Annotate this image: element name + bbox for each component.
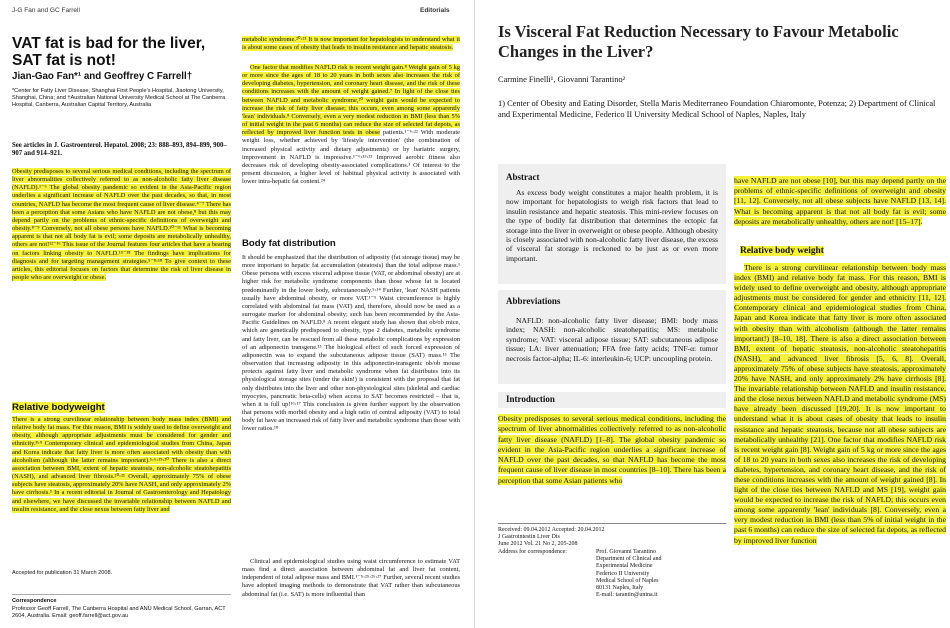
col2-top-paragraph	[242, 36, 460, 61]
clinical-studies-paragraph: Clinical and epidemiological studies using waist circumference to estimate VAT mass find a direct association between abdominal fat and liver fat content, independent of total adipose mass and BMI.¹⁻⁵⋅²⁵⋅²⁶⋅²⁷ Further, several recent studies have adopted imaging methods to demonstrate that VAT rather than subcutaneous abdominal fat (i.e. SAT) is more influential than	[242, 558, 460, 598]
body-fat-paragraph: It should be emphasized that the distribution of adiposity (fat storage tissue) may be more important to hepatic fat accumulation (steatosis) than the total adipose mass.¹ Obese persons with excess visceral adipose tissue (VAT, or abdominal obesity) are at higher risk for metabolic syndrome components than those whose fat is located predominantly in the lower body, subcutaneously.⁵⋅¹⁴ Further, 'lean' NASH patients usually have abdominal obesity, or more VAT.¹⁻⁵ Waist circumference is highly correlated with abdominal fat mass (VAT) and, therefore, should now be used as a surrogate marker for abdominal obesity; such has been recommended by the Asia-Pacific Guidelines on NAFLD.⁸ A recent elegant study has shown that ob/ob mice, which are genetically predisposed to obesity, type 2 diabetes, metabolic syndrome and fatty liver, can be rescued from all these metabolic complications by expression of an adiponectin transgene.¹⁵ The biological effect of such forced expression of adiponectin was to expand the subcutaneous adipose tissue (SAT) mass.¹⁵ The observation that increasing adiposity in this adiponectin-transgenic ob/ob mouse protects against fatty liver and metabolic syndrome when fat distributes into its physiological storage sites (under the skin!) is consistent with the proposal that fat only distributes into the liver and other non-physiological sites (skeletal and cardiac myocytes, pancreatic beta-cells) when access to SAT becomes restricted – that is, when it is full up!¹⁶⋅¹⁷ This conclusion is given further support by the observation that persons with morbid obesity and a high ratio of central adiposity (VAT) to total body fat have an increased risk of fatty liver and metabolic syndrome than those with lower ratios.¹⁸	[242, 254, 460, 433]
footer-divider	[12, 594, 231, 595]
editorial-page	[0, 0, 470, 628]
running-header-authors: J-G Fan and GC Farrell	[12, 7, 80, 14]
accepted-date: Accepted for publication 31 March 2008.	[12, 570, 113, 576]
address-block: Prof. Giovanni Tarantino Department of Clinical and Experimental Medicine Federico II University Medical School of Naples 80131 Naples, Italy E-mail: tarantin@unina.it	[596, 549, 662, 599]
correspondence-label: Correspondence	[12, 598, 57, 604]
highlighted-text: Obesity predisposes to several serious medical conditions, including the spectrum of liver abnormalities collectively referred to as non-alcoholic fatty liver disease (NAFLD) [1–8]. The global obesity pandemic so evident in the Asia-Pacific region underlies a significant increase of NAFLD over the past decades, so that NAFLD has become the most frequent cause of liver disease in most countries [8–10]. There has been a perception that some Asian patients who	[498, 414, 726, 485]
article-authors: Jian-Gao Fan*¹ and Geoffrey C Farrell†	[12, 71, 193, 82]
running-header-section: Editorials	[420, 7, 450, 14]
abstract-heading: Abstract	[506, 172, 540, 182]
abbreviations-text: NAFLD: non-alcoholic fatty liver disease; BMI: body mass index; NASH: non-alcoholic steatohepatitis; MS: metabolic syndrome; VAT: visceral adipose tissue; SAT: subcutaneous adipose tissue; LA: liver attenuation; FFA free fatty acids; TNF-α: tumor necrosis factor-alpha; IL-6: interleukin-6; UCP: uncoupling protein.	[506, 316, 718, 363]
section-heading-relative-body-weight: Relative body weight	[740, 246, 824, 256]
weight-gain-paragraph	[242, 64, 460, 235]
received-accepted-dates: Received: 09.04.2012 Accepted: 20.04.2012	[498, 527, 605, 533]
journal-issue: June 2012 Vol. 21 No 2, 205-208	[498, 541, 578, 548]
right-top-paragraph	[734, 176, 946, 239]
highlighted-text: There is a strong curvilinear relationship between body mass index (BMI) and relative body fat mass. For this reason, BMI is widely used to define overweight and obesity, although appropriate adjustments must be considered for gender and ethnicity.⁸⋅⁹ Contemporary clinical and epidemiological studies from China, Japan and Korea indicate that fatty liver is more often associated with obesity than with alcoholism (although the latter remains important).⁵⋅⁶⋅¹⁹⋅²⁰ There is also a direct association between BMI, extent of hepatic steatosis, non-alcoholic steatohepatitis (NASH), and advanced liver fibrosis.²⁰⋅²¹ Overall, approximately 75% of obese subjects have steatosis, approximately 20% have NASH, and only approximately 2% have cirrhosis.⁵ In a recent editorial in Journal of Gastroenterology and Hepatology and elsewhere, we have discussed the invariable relationship between NAFLD and insulin resistance, and the close nexus between fatty liver and	[12, 416, 231, 513]
relative-bodyweight-paragraph	[12, 416, 231, 562]
meta-divider	[498, 523, 726, 524]
page-divider	[474, 0, 475, 628]
plain-text: patients.¹⁻⁶⋅²² With moderate weight loss, whether achieved by 'lifestyle intervention' (the combination of increased physical activity and dietary adjustments) or by bariatric surgery, improvement in NAFLD is impressive.¹⁻⁶⋅¹³⋅²³ Improved aerobic fitness also decreases risk of developing obesity-associated complications.¹ Of interest to the present discussion, a higher level of habitual physical activity is associated with lower intra-hepatic fat content.²⁴	[242, 129, 460, 186]
article-metadata	[498, 527, 726, 549]
abbreviations-box	[498, 290, 726, 384]
highlighted-text: There is a strong curvilinear relationship between body mass index (BMI) and relative body fat mass. For this reason, BMI is widely used to define overweight and obesity, although appropriate adjustments must be considered for gender and ethnicity [11, 12]. Contemporary clinical and epidemiological studies from China, Japan and Korea indicate that fatty liver is more often associated with obesity than with alcoholism (although the latter remains important!) [8–10, 18]. There is also a direct association between BMI, extent of hepatic steatosis, non-alcoholic steatohepatitis (NASH), and advanced liver fibrosis [5, 6, 8]. Overall, approximately 75% of obese subjects have steatosis, approximately 20% have NASH, and only approximately 2% have cirrhosis [8]. The invariable relationship between NAFLD and insulin resistance, and the close nexus between NAFLD and metabolic syndrome (MS) have already been discussed [19,20]. It is now important to understand what it is about cases of obesity that leads to insulin resistance and hepatic steatosis, because not all obese subjects are metabolically unhealthy [21]. One factor that modifies NAFLD risk is recent weight gain [8]. Weight gain of 5 kg or more since the ages of 18 to 20 years in both sexes also increases the risk of developing diabetes, hypertension, and coronary heart disease, and the risk of these conditions increases with the amount of weight gained [8]. In light of the close ties between NAFLD and MS [19], weight gain would be expected to increase the risk of NAFLD; this occurs even among some apparently 'lean' individuals [8]. Conversely, even a very modest reduction in BMI (less than 5% of initial weight in the past 6 months) can reduce the size of selected fat depots, as reflected by improved liver function	[734, 263, 946, 545]
introduction-heading-bar	[498, 392, 726, 408]
introduction-paragraph	[498, 414, 726, 519]
highlighted-text: have NAFLD are not obese [10], but this may depend partly on the problems of ethnic-specific definitions of overweight and obesity [11, 12]. Conversely, not all obese subjects have NAFLD [13, 14]. What is becoming apparent is that not all body fat is evil; some deposits are metabolically unhealthy, others are not! [15–17].	[734, 176, 946, 226]
review-title: Is Visceral Fat Reduction Necessary to Favour Metabolic Changes in the Liver?	[498, 22, 899, 61]
review-affiliations: 1) Center of Obesity and Eating Disorder, Stella Maris Mediterraneo Foundation Chiaromonte, Potenza; 2) Department of Clinical and Experimental Medicine, Federico II University Medical School of Naples, Naples, Italy	[498, 99, 936, 119]
section-heading-body-fat: Body fat distribution	[242, 238, 336, 249]
highlighted-text: Obesity predisposes to several serious medical conditions, including the spectrum of liver abnormalities collectively referred to as non-alcoholic fatty liver disease (NAFLD).¹⁻⁶ The global obesity pandemic so evident in the Asia-Pacific region underlies a significant increase of NAFLD over the past decades, so that, in most countries, NAFLD has become the most frequent cause of liver disease.⁴⁻⁷ There has been a perception that some Asians who have NAFLD are not obese,⁸ but this may depend partly on the problems of ethnic-specific definitions of overweight and obesity.⁸⁻⁹ Conversely, not all obese persons have NAFLD.¹⁰⁻¹¹ What is becoming apparent is that not all body fat is evil; some deposits are metabolically unhealthy, others are not!¹²⁻¹⁶ This issue of the Journal features four articles that have a bearing on factors linking obesity to NAFLD.¹⁵⁻¹⁸ The findings have implications for diagnosis and for targeting management strategies.⁵⁻⁸⋅¹⁸ To give context to these articles, this editorial focuses on factors that determine the risk of liver disease in people who are overweight or obese.	[12, 168, 231, 282]
article-title: VAT fat is bad for the liver, SAT fat is not!	[12, 35, 206, 69]
address-label: Address for correspondence:	[498, 549, 567, 555]
correspondence-text: Professor Geoff Farrell, The Canberra Hospital and ANU Medical School, Garran, ACT 2604, Australia. Email: geoff.farrell@act.gov.au	[12, 606, 226, 620]
correspondence-email: E-mail: tarantin@unina.it	[596, 592, 658, 599]
see-articles-note: See articles in J. Gastroenterol. Hepatol. 2008; 23: 888–893, 894–899, 900–907 and 914–921.	[12, 142, 227, 158]
abstract-text: As excess body weight constitutes a major health problem, it is now important for hepatologists to weigh risk factors that lead to insulin resistance and hepatic steatosis. This mini-review focuses on the type of bodily fat distribution that determines the ectopic fat storage into the liver in overweight or obese people. Although obesity is closely associated with non-alcoholic fatty liver disease, the excess of visceral fat storage is reckoned to be just as or even more important.	[506, 188, 718, 263]
intro-paragraph	[12, 168, 231, 379]
highlighted-text: metabolic syndrome.²⁰⋅²¹ It is now important for hepatologists to understand what it is about some cases of obesity that leads to insulin resistance and hepatic steatosis.	[242, 36, 460, 52]
review-authors: Carmine Finelli¹, Giovanni Tarantino²	[498, 75, 626, 84]
journal-name: J Gastrointestin Liver Dis	[498, 534, 560, 541]
author-affiliations: *Center for Fatty Liver Disease, Shanghai First People's Hospital, Jiaotong University, Shanghai, China; and †Australian National University Medical School at The Canberra Hospital, Canberra, Australian Capital Territory, Australia	[12, 88, 226, 109]
relative-body-weight-paragraph	[734, 263, 946, 627]
abstract-box	[498, 164, 726, 284]
review-page	[478, 0, 950, 628]
introduction-heading: Introduction	[506, 394, 555, 404]
section-heading-relative-bodyweight: Relative bodyweight	[12, 402, 105, 413]
abbreviations-heading: Abbreviations	[506, 296, 561, 306]
highlighted-text: One factor that modifies NAFLD risk is recent weight gain.⁸ Weight gain of 5 kg or more since the ages of 18 to 20 years in both sexes also increases the risk of developing diabetes, hypertension, and coronary heart disease, and the risk of these conditions increases with the amount of weight gained.⁷ In light of the close ties between NAFLD and metabolic syndrome,²⁰ weight gain would be expected to increase the risk of fatty liver disease; this occurs, even among some apparently 'lean' individuals.⁸ Conversely, even a very modest reduction in BMI (less than 5% of initial weight in the past 6 months) can reduce the size of selected fat depots, as reflected by improved liver function tests in obese	[242, 64, 460, 137]
